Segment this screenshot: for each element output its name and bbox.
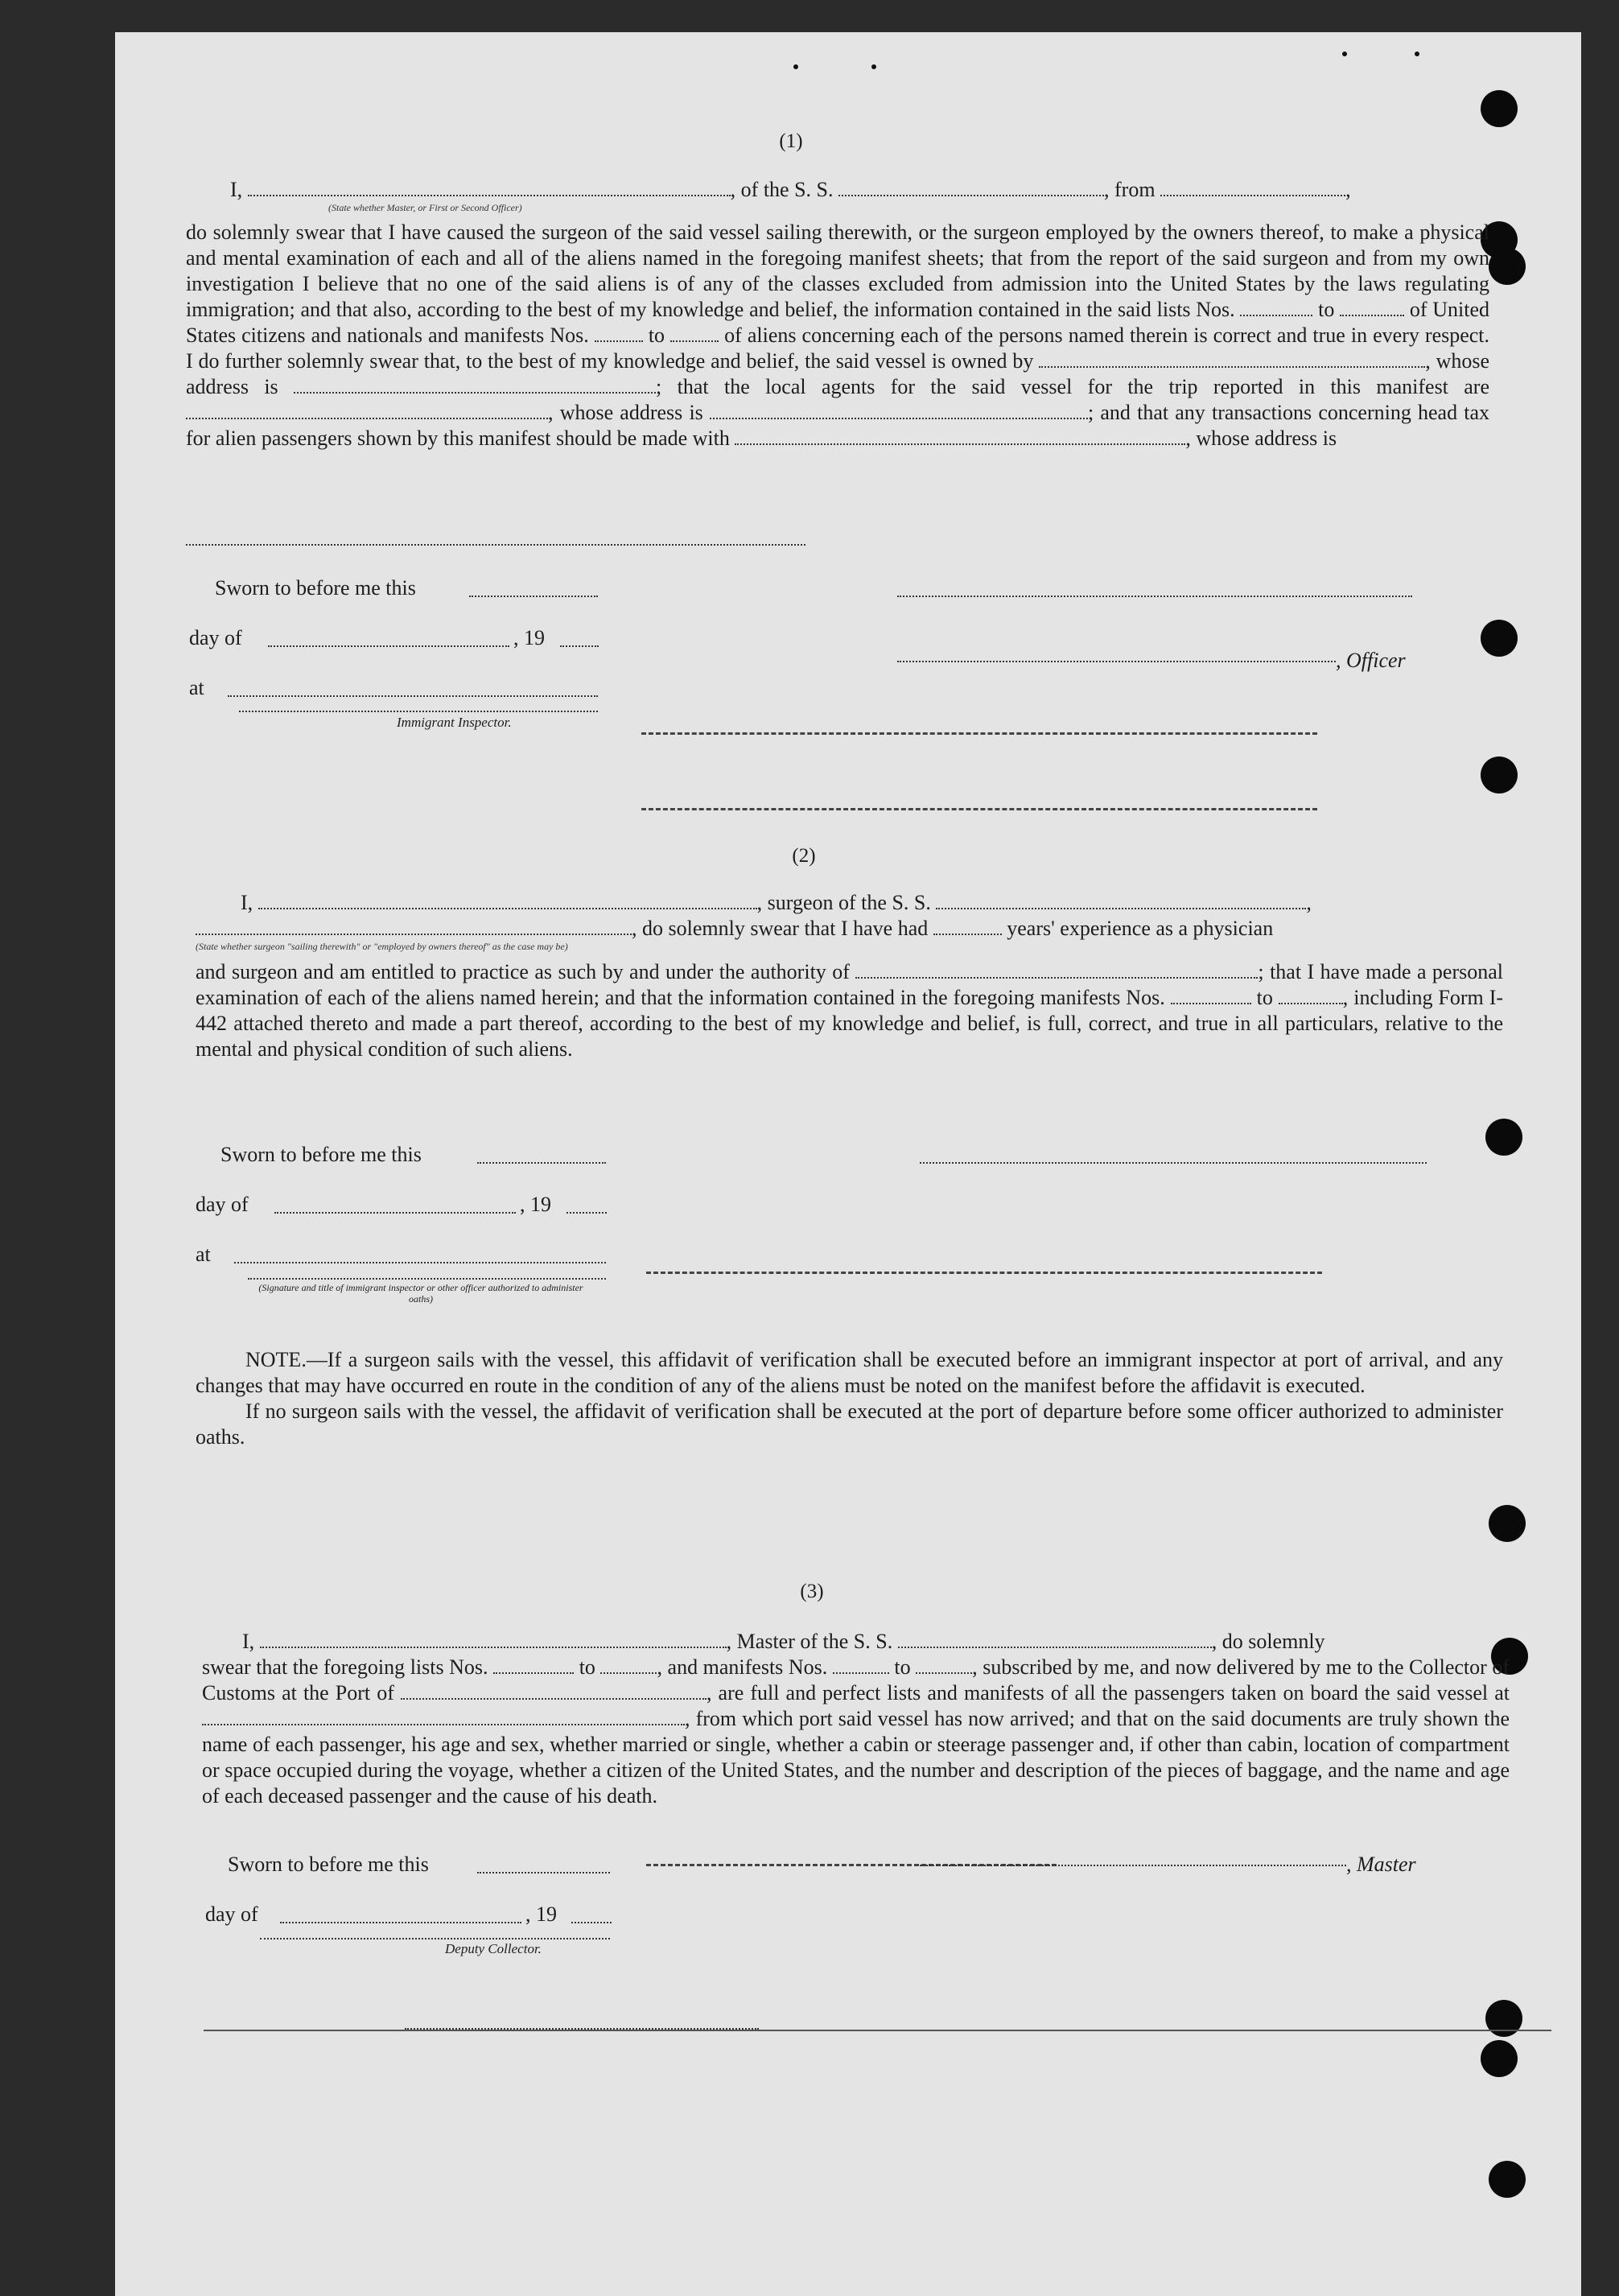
day-of-label: day of [205, 1902, 258, 1926]
agents-address-field[interactable] [710, 400, 1088, 419]
whose-address-label: whose address is [559, 401, 703, 424]
year-label: , 19 [520, 1193, 551, 1216]
authority-text: and surgeon and am entitled to practice as such by and under the authority of [196, 960, 850, 983]
year-label: , 19 [525, 1902, 557, 1926]
whose-address-label: , whose address is [1185, 427, 1337, 450]
surgeon-vessel-field[interactable] [936, 890, 1306, 909]
scan-speck [1415, 52, 1419, 56]
officer-title-field-label [897, 649, 1406, 673]
scan-speck [793, 64, 798, 69]
at-place-field[interactable] [228, 695, 598, 697]
binder-hole [1481, 620, 1518, 657]
comma: , [1345, 178, 1351, 201]
lists-nos-to-field[interactable] [600, 1655, 657, 1674]
swear-label: , do solemnly swear that I have had [632, 917, 929, 940]
section-2-second-line [196, 916, 1531, 942]
section-divider [641, 732, 1317, 735]
section-1-first-line [230, 177, 1534, 203]
master-signature-field[interactable] [920, 1865, 1346, 1866]
section-3-first-line [242, 1629, 1550, 1655]
scan-speck [871, 64, 876, 69]
to-label: to [648, 324, 665, 347]
binder-hole [1489, 1505, 1526, 1542]
section-divider [646, 1272, 1322, 1274]
note-text-1: —If a surgeon sails with the vessel, this affidavit of verification shall be executed before an immigrant inspector at port of arrival, and any changes that may have occurred en route in the condition of any of the aliens must be noted on the manifest before the affidavit is executed. [196, 1348, 1503, 1397]
day-of-field[interactable] [274, 1212, 516, 1214]
semicolon: ; [656, 375, 662, 398]
day-of-label: day of [196, 1193, 249, 1216]
note-block [196, 1347, 1503, 1450]
years-experience-field[interactable] [933, 916, 1002, 935]
section-3-body [202, 1655, 1510, 1809]
full-perfect-text: , are full and perfect lists and manifests of all the passengers taken on board the said vessel at [706, 1681, 1510, 1704]
form-page [115, 32, 1581, 2296]
binder-hole [1489, 248, 1526, 285]
binder-hole [1485, 2000, 1522, 2037]
vessel-name-field[interactable] [838, 177, 1104, 196]
manifests-nos-to-field[interactable] [916, 1655, 972, 1674]
local-agents-field[interactable] [186, 400, 548, 419]
of-ss-label: , of the S. S. [730, 178, 834, 201]
lists-nos-from-field[interactable] [493, 1655, 574, 1674]
day-of-field[interactable] [268, 645, 509, 647]
signature-hint: (Signature and title of immigrant inspector or other officer authorized to administer oaths) [258, 1282, 583, 1305]
officer-signature-field[interactable] [897, 596, 1412, 597]
lists-nos-from-field[interactable] [1240, 297, 1312, 316]
section-1-body [186, 220, 1489, 451]
sworn-day-field[interactable] [469, 596, 598, 597]
owner-field[interactable] [1039, 348, 1425, 368]
master-name-field[interactable] [260, 1629, 727, 1648]
sworn-label: Sworn to before me this [220, 1143, 422, 1166]
manifests-nos-from-field[interactable] [1171, 985, 1251, 1004]
section-1-oath-text: do solemnly swear that I have caused the surgeon of the said vessel sailing therewith, or the surgeon employed by the owners thereof, to make a physical and mental examination of each and all of the aliens named in the foregoing manifest sheets; that from the report of the said surgeon and from my own investigation I believe that no one of the said aliens is of any of the classes excluded from admission into the United States by the laws regulating immigration; and that also, according to the best of my knowledge and belief, the information contained in the said lists Nos. [186, 221, 1489, 321]
at-label: at [189, 676, 204, 699]
binder-hole [1485, 1119, 1522, 1156]
i-label: I, [230, 178, 243, 201]
manifests-nos-from-field[interactable] [595, 323, 643, 342]
sworn-label: Sworn to before me this [215, 576, 416, 600]
semicolon: ; [1258, 960, 1264, 983]
whose-address-label: , whose address is [186, 349, 1490, 398]
year-field[interactable] [571, 1922, 612, 1923]
to-label: to [579, 1655, 595, 1679]
bottom-rule [204, 2030, 1551, 2031]
surgeon-status-field[interactable] [196, 916, 632, 935]
sworn-day-field[interactable] [477, 1872, 610, 1873]
including-text: , including Form I-442 attached thereto and made a part thereof, according to the best of my knowledge and belief, is full, correct, and true in all particulars, relative to the mental and physical condition of such aliens. [196, 986, 1504, 1061]
at-label: at [196, 1243, 211, 1266]
from-port-field[interactable] [1160, 177, 1345, 196]
to-label: to [1318, 298, 1335, 321]
year-field[interactable] [560, 645, 599, 647]
port-of-arrival-field[interactable] [401, 1680, 707, 1700]
subscribed-text: , subscribed by me, and now delivered by me to the Collector of Customs at the Port of [202, 1655, 1510, 1704]
inspector-signature-field[interactable] [248, 1278, 606, 1280]
manifests-nos-to-field[interactable] [1279, 985, 1343, 1004]
section-2-first-line [241, 890, 1544, 916]
officer-name-field[interactable] [248, 177, 731, 196]
section-3-oath-text: port said vessel has now arrived; and that on the said documents are truly shown the name of each passenger, his age and sex, whether married or single, whether a cabin or steerage passenger and, if other than cabin, location of compartment or space occupied during the voyage, whether a citizen of the United States, and the number and description of the pieces of baggage, and the name and age of each deceased passenger and the cause of his death. [202, 1707, 1510, 1808]
year-label: , 19 [513, 626, 545, 649]
and-manifests-text: , and manifests Nos. [657, 1655, 828, 1679]
head-tax-party-field[interactable] [735, 426, 1185, 445]
officer-label: , Officer [1336, 649, 1406, 672]
manifests-nos-from-field[interactable] [833, 1655, 889, 1674]
head-tax-address-field[interactable] [186, 544, 805, 546]
from-which-label: , from which [685, 1707, 793, 1730]
section-3-number: (3) [800, 1581, 824, 1602]
aliens-text: of aliens concerning each of the persons named therein is correct and true in every respect. I do further solemnly swear that, to the best of my knowledge and belief, the said vessel is owned by [186, 324, 1490, 373]
head-tax-text: ; and that any transactions concerning head tax for alien passengers shown by this manifest should be made with [186, 401, 1490, 450]
sworn-day-field[interactable] [477, 1162, 606, 1164]
swear-lists-text: swear that the foregoing lists Nos. [202, 1655, 488, 1679]
owner-address-field[interactable] [294, 374, 656, 394]
comma: , [548, 401, 554, 424]
master-signature-row [920, 1853, 1416, 1877]
surgeon-signature-field[interactable] [920, 1162, 1427, 1164]
i-label: I, [241, 891, 253, 914]
immigrant-inspector-caption: Immigrant Inspector. [397, 715, 512, 730]
authority-field[interactable] [855, 959, 1258, 979]
officer-hint: (State whether Master, or First or Second Officer) [328, 202, 522, 213]
surgeon-hint: (State whether surgeon "sailing therewith" or "employed by owners thereof" as the case may be) [196, 941, 568, 952]
master-vessel-field[interactable] [898, 1629, 1212, 1648]
surgeon-of-label: , surgeon of the S. S. [756, 891, 931, 914]
note-text-2: If no surgeon sails with the vessel, the affidavit of verification shall be executed at the port of departure before some officer authorized to administer oaths. [196, 1399, 1503, 1449]
local-agents-text: that the local agents for the said vessel for the trip reported in this manifest are [677, 375, 1489, 398]
deputy-collector-signature-field[interactable] [260, 1938, 610, 1939]
to-label: to [894, 1655, 911, 1679]
years-label: years' experience as a physician [1007, 917, 1274, 940]
bottom-rule-dotted [405, 2028, 759, 2030]
from-label: , from [1104, 178, 1156, 201]
do-solemnly-label: , do solemnly [1211, 1630, 1325, 1653]
section-2-number: (2) [792, 845, 816, 867]
section-divider [641, 808, 1317, 810]
inspector-signature-field[interactable] [239, 711, 598, 712]
port-of-embarkation-field[interactable] [202, 1706, 685, 1725]
section-2-oath-text: that I have made a personal examination of each of the aliens named herein; and that the information contained in the foregoing manifests Nos. [196, 960, 1504, 1009]
sworn-label: Sworn to before me this [228, 1853, 429, 1876]
section-1-number: (1) [779, 130, 803, 152]
manifests-nos-to-field[interactable] [670, 323, 719, 342]
to-label: to [1256, 986, 1273, 1009]
scan-speck [1342, 52, 1347, 56]
day-of-label: day of [189, 626, 242, 649]
i-label: I, [242, 1630, 255, 1653]
comma: , [1306, 891, 1312, 914]
binder-hole [1481, 2040, 1518, 2077]
binder-hole [1489, 2161, 1526, 2198]
surgeon-name-field[interactable] [258, 890, 757, 909]
master-label: , Master [1346, 1853, 1416, 1876]
binder-hole [1481, 756, 1518, 794]
year-field[interactable] [566, 1212, 607, 1214]
us-citizens-text: of United States citizens and nationals and manifests Nos. [186, 298, 1489, 347]
master-of-label: , Master of the S. S. [726, 1630, 893, 1653]
deputy-collector-caption: Deputy Collector. [445, 1941, 542, 1956]
officer-title-field[interactable] [897, 661, 1336, 662]
note-label: NOTE. [245, 1348, 307, 1371]
binder-hole [1481, 90, 1518, 127]
section-2-body [196, 959, 1503, 1062]
day-of-field[interactable] [280, 1922, 521, 1923]
at-place-field[interactable] [234, 1262, 606, 1263]
lists-nos-to-field[interactable] [1340, 297, 1404, 316]
